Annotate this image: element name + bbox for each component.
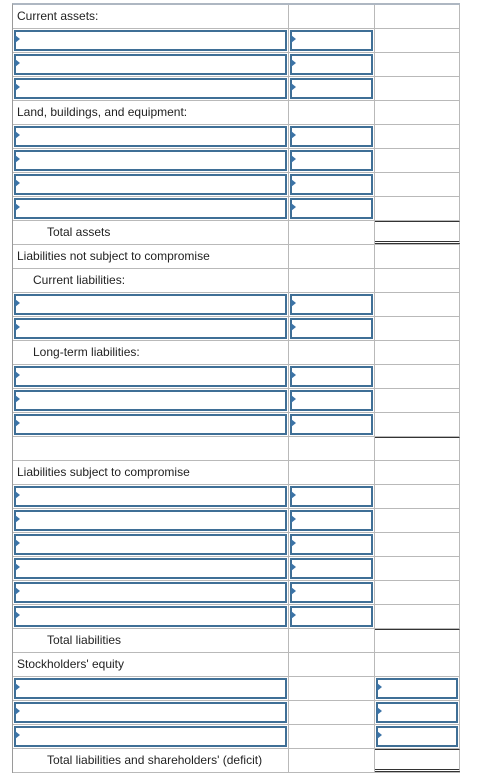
dropdown-marker-icon: [15, 203, 20, 211]
dropdown-marker-icon: [15, 299, 20, 307]
dropdown-marker-icon: [15, 731, 20, 739]
dropdown-marker-icon: [291, 419, 296, 427]
dropdown-marker-icon: [291, 563, 296, 571]
long-term-3-amount-input[interactable]: [290, 414, 373, 435]
dropdown-marker-icon: [291, 539, 296, 547]
liab-subject-6-name-input[interactable]: [14, 606, 287, 627]
equity-row-1: [13, 677, 460, 701]
total-liab-equity-value-cell: [375, 749, 460, 772]
equity-1-name-input[interactable]: [14, 678, 287, 699]
liab-subject-1-name-input[interactable]: [14, 486, 287, 507]
liab-subject-row-3: [13, 533, 460, 557]
blank-row: [13, 437, 460, 461]
current-liab-row-1: [13, 293, 460, 317]
row-total-liabilities: [13, 629, 460, 653]
liab-not-subject-label: Liabilities not subject to compromise: [17, 249, 210, 263]
current-asset-1-name-input[interactable]: [14, 30, 287, 51]
dropdown-marker-icon: [291, 131, 296, 139]
liab-subject-row-4: [13, 557, 460, 581]
total-liab-equity-label: Total liabilities and shareholders' (deficit): [47, 753, 263, 767]
dropdown-marker-icon: [291, 491, 296, 499]
dropdown-marker-icon: [291, 611, 296, 619]
long-term-3-name-input[interactable]: [14, 414, 287, 435]
dropdown-marker-icon: [15, 707, 20, 715]
row-land-header: [13, 101, 460, 125]
dropdown-marker-icon: [15, 59, 20, 67]
dropdown-marker-icon: [291, 155, 296, 163]
land-3-amount-input[interactable]: [290, 174, 373, 195]
row-total-assets: [13, 221, 460, 245]
land-1-amount-input[interactable]: [290, 126, 373, 147]
balance-sheet-table: [12, 3, 460, 773]
dropdown-marker-icon: [15, 371, 20, 379]
liab-subject-row-1: [13, 485, 460, 509]
land-2-amount-input[interactable]: [290, 150, 373, 171]
liab-subject-4-amount-input[interactable]: [290, 558, 373, 579]
current-asset-row-3: [13, 77, 460, 101]
liab-subject-6-amount-input[interactable]: [290, 606, 373, 627]
land-4-amount-input[interactable]: [290, 198, 373, 219]
dropdown-marker-icon: [291, 299, 296, 307]
current-liabilities-label: Current liabilities:: [33, 273, 126, 287]
dropdown-marker-icon: [15, 155, 20, 163]
row-long-term-liabilities: [13, 341, 460, 365]
liab-subject-3-name-input[interactable]: [14, 534, 287, 555]
equity-row-2: [13, 701, 460, 725]
liab-subject-row-2: [13, 509, 460, 533]
current-liab-1-name-input[interactable]: [14, 294, 287, 315]
current-assets-label: Current assets:: [17, 9, 99, 23]
current-asset-2-name-input[interactable]: [14, 54, 287, 75]
dropdown-marker-icon: [15, 131, 20, 139]
land-3-name-input[interactable]: [14, 174, 287, 195]
land-4-name-input[interactable]: [14, 198, 287, 219]
current-liab-1-amount-input[interactable]: [290, 294, 373, 315]
long-term-row-3: [13, 413, 460, 437]
total-assets-label: Total assets: [47, 225, 111, 239]
long-term-2-amount-input[interactable]: [290, 390, 373, 411]
total-liabilities-value-cell: [375, 629, 460, 652]
dropdown-marker-icon: [15, 323, 20, 331]
liab-subject-4-name-input[interactable]: [14, 558, 287, 579]
row-liab-not-subject: [13, 245, 460, 269]
dropdown-marker-icon: [377, 683, 382, 691]
liab-subject-5-name-input[interactable]: [14, 582, 287, 603]
dropdown-marker-icon: [291, 35, 296, 43]
dropdown-marker-icon: [15, 683, 20, 691]
land-row-1: [13, 125, 460, 149]
dropdown-marker-icon: [15, 587, 20, 595]
land-row-3: [13, 173, 460, 197]
equity-2-amount-input[interactable]: [376, 702, 458, 723]
dropdown-marker-icon: [291, 371, 296, 379]
current-asset-1-amount-input[interactable]: [290, 30, 373, 51]
liab-subject-row-5: [13, 581, 460, 605]
dropdown-marker-icon: [291, 203, 296, 211]
liab-subject-1-amount-input[interactable]: [290, 486, 373, 507]
long-term-row-1: [13, 365, 460, 389]
total-liabilities-label: Total liabilities: [47, 633, 122, 647]
current-liab-2-name-input[interactable]: [14, 318, 287, 339]
long-term-1-amount-input[interactable]: [290, 366, 373, 387]
current-asset-row-2: [13, 53, 460, 77]
equity-row-3: [13, 725, 460, 749]
long-term-2-name-input[interactable]: [14, 390, 287, 411]
current-asset-3-name-input[interactable]: [14, 78, 287, 99]
current-asset-2-amount-input[interactable]: [290, 54, 373, 75]
liab-subject-2-amount-input[interactable]: [290, 510, 373, 531]
row-liab-subject: [13, 461, 460, 485]
dropdown-marker-icon: [15, 515, 20, 523]
land-row-2: [13, 149, 460, 173]
dropdown-marker-icon: [15, 419, 20, 427]
long-term-row-2: [13, 389, 460, 413]
dropdown-marker-icon: [377, 731, 382, 739]
current-asset-row-1: [13, 29, 460, 53]
liab-subject-3-amount-input[interactable]: [290, 534, 373, 555]
land-buildings-equipment-label: Land, buildings, and equipment:: [17, 105, 188, 119]
dropdown-marker-icon: [15, 539, 20, 547]
total-assets-value-cell: [375, 221, 460, 244]
dropdown-marker-icon: [15, 611, 20, 619]
row-stockholders-equity: [13, 653, 460, 677]
liab-subject-label: Liabilities subject to compromise: [17, 465, 190, 479]
stockholders-equity-label: Stockholders' equity: [17, 657, 125, 671]
dropdown-marker-icon: [15, 563, 20, 571]
land-row-4: [13, 197, 460, 221]
land-1-name-input[interactable]: [14, 126, 287, 147]
dropdown-marker-icon: [291, 587, 296, 595]
current-asset-3-amount-input[interactable]: [290, 78, 373, 99]
dropdown-marker-icon: [15, 179, 20, 187]
land-2-name-input[interactable]: [14, 150, 287, 171]
long-term-liabilities-label: Long-term liabilities:: [33, 345, 140, 359]
dropdown-marker-icon: [291, 395, 296, 403]
dropdown-marker-icon: [377, 707, 382, 715]
liab-subject-2-name-input[interactable]: [14, 510, 287, 531]
dropdown-marker-icon: [291, 323, 296, 331]
equity-3-name-input[interactable]: [14, 726, 287, 747]
current-liab-row-2: [13, 317, 460, 341]
dropdown-marker-icon: [291, 59, 296, 67]
dropdown-marker-icon: [15, 35, 20, 43]
equity-2-name-input[interactable]: [14, 702, 287, 723]
liab-subject-row-6: [13, 605, 460, 629]
dropdown-marker-icon: [15, 83, 20, 91]
current-liab-2-amount-input[interactable]: [290, 318, 373, 339]
dropdown-marker-icon: [291, 515, 296, 523]
row-current-liabilities: [13, 269, 460, 293]
dropdown-marker-icon: [15, 395, 20, 403]
equity-1-amount-input[interactable]: [376, 678, 458, 699]
long-term-1-name-input[interactable]: [14, 366, 287, 387]
liab-subject-5-amount-input[interactable]: [290, 582, 373, 603]
row-current-assets-header: [13, 5, 460, 29]
equity-3-amount-input[interactable]: [376, 726, 458, 747]
dropdown-marker-icon: [291, 83, 296, 91]
dropdown-marker-icon: [15, 491, 20, 499]
dropdown-marker-icon: [291, 179, 296, 187]
